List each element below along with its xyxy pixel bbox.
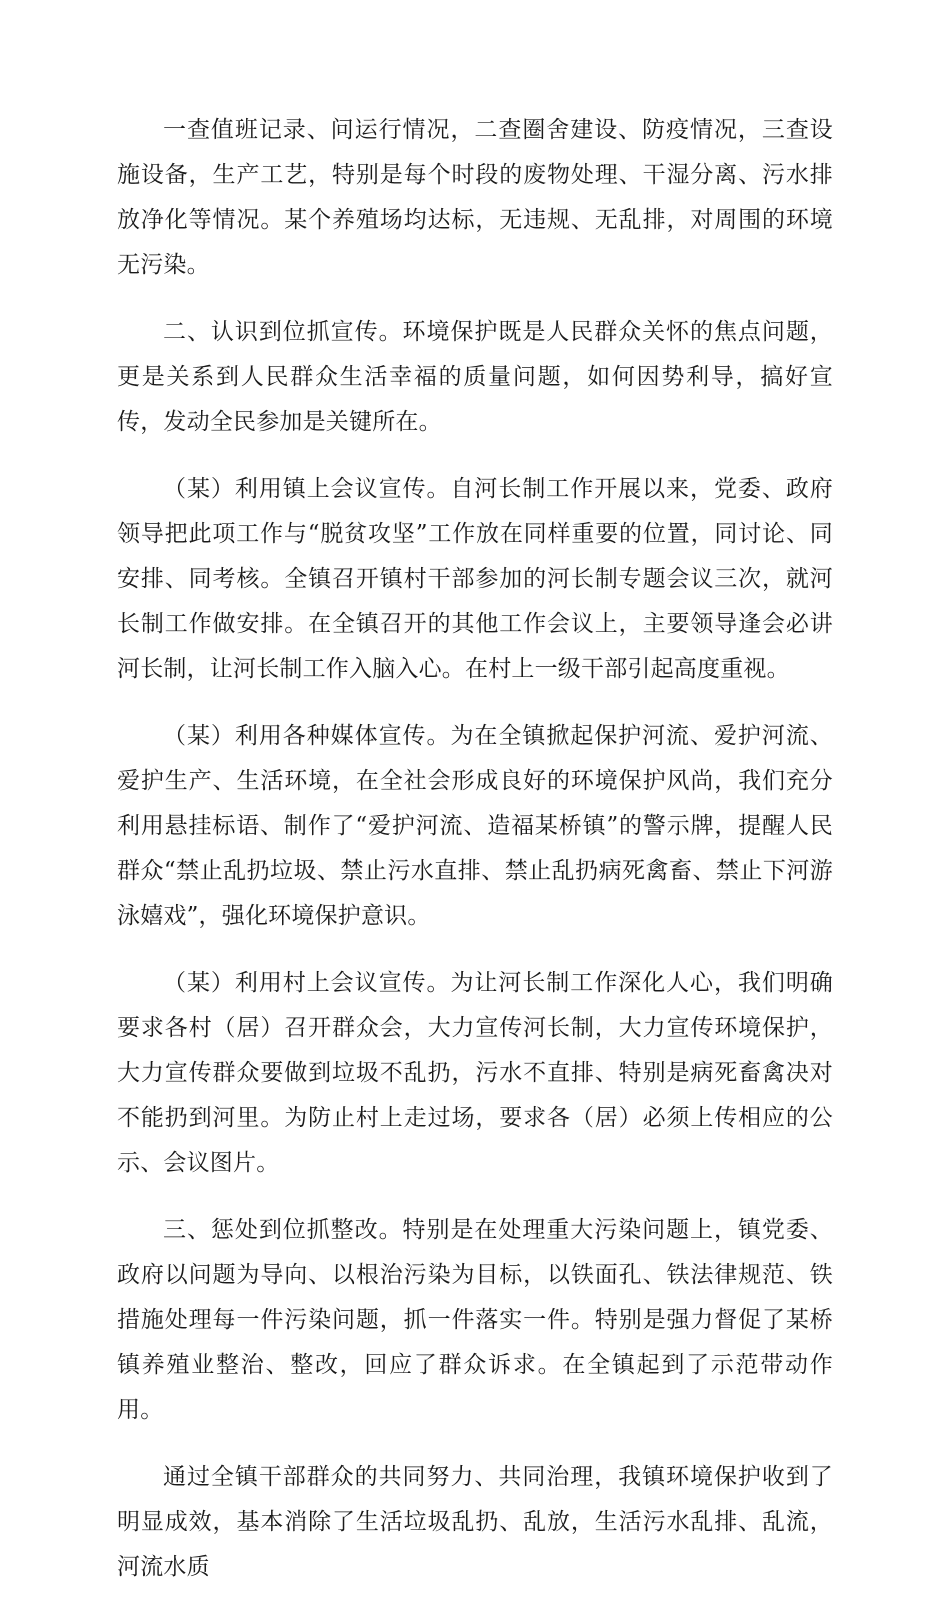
paragraph-media-publicity: （某）利用各种媒体宣传。为在全镇掀起保护河流、爱护河流、爱护生产、生活环境，在全社会形成良好的环境保护风尚，我们充分利用悬挂标语、制作了“爱护河流、造福某桥镇”的警示牌，提醒人民群众“禁止乱扔垃圾、禁止污水直排、禁止乱扔病死禽畜、禁止下河游泳嬉戏”，强化环境保护意识。 [117,723,833,929]
paragraph-village-meetings: （某）利用村上会议宣传。为让河长制工作深化人心，我们明确要求各村（居）召开群众会，大力宣传河长制，大力宣传环境保护，大力宣传群众要做到垃圾不乱扔，污水不直排、特别是病死畜禽决对不能扔到河里。为防止村上走过场，要求各（居）必须上传相应的公示、会议图片。 [117,970,833,1176]
paragraph-rectification-heading: 三、惩处到位抓整改。特别是在处理重大污染问题上，镇党委、政府以问题为导向、以根治污染为目标，以铁面孔、铁法律规范、铁措施处理每一件污染问题，抓一件落实一件。特别是强力督促了某桥镇养殖业整治、整改，回应了群众诉求。在全镇起到了示范带动作用。 [117,1217,833,1423]
paragraph-inspection: 一查值班记录、问运行情况，二查圈舍建设、防疫情况，三查设施设备，生产工艺，特别是每个时段的废物处理、干湿分离、污水排放净化等情况。某个养殖场均达标，无违规、无乱排，对周围的环境无污染。 [117,117,833,278]
document-body [117,108,833,1612]
paragraph-results: 通过全镇干部群众的共同努力、共同治理，我镇环境保护收到了明显成效，基本消除了生活垃圾乱扔、乱放，生活污水乱排、乱流，河流水质 [117,1464,833,1580]
paragraph-publicity-heading: 二、认识到位抓宣传。环境保护既是人民群众关怀的焦点问题，更是关系到人民群众生活幸福的质量问题，如何因势利导，搞好宣传，发动全民参加是关键所在。 [117,319,833,435]
paragraph-town-meetings: （某）利用镇上会议宣传。自河长制工作开展以来，党委、政府领导把此项工作与“脱贫攻坚”工作放在同样重要的位置，同讨论、同安排、同考核。全镇召开镇村干部参加的河长制专题会议三次，就河长制工作做安排。在全镇召开的其他工作会议上，主要领导逢会必讲河长制，让河长制工作入脑入心。在村上一级干部引起高度重视。 [117,476,833,682]
